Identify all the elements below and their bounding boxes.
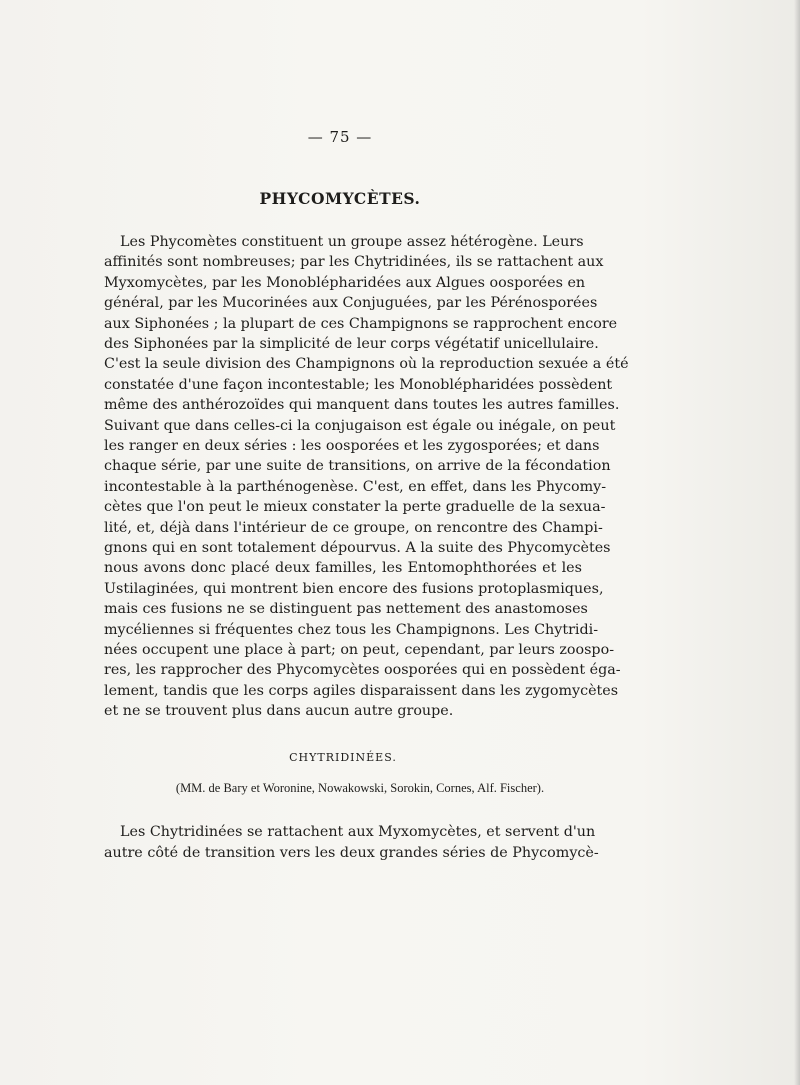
text-line: nous avons donc placé deux familles, les Entomophthorées et les <box>104 560 582 577</box>
text-line: Les Phycomètes constituent un groupe assez hétérogène. Leurs <box>120 234 584 250</box>
page-number: — 75 — <box>307 128 373 146</box>
text-line: les ranger en deux séries : les oosporées et les zygosporées; et dans <box>104 438 600 454</box>
text-line: Suivant que dans celles-ci la conjugaison est égale ou inégale, on peut <box>104 417 616 434</box>
text-line: et ne se trouvent plus dans aucun autre groupe. <box>104 703 454 720</box>
text-line: autre côté de transition vers les deux grandes séries de Phycomycè- <box>104 845 599 861</box>
text-line: mais ces fusions ne se distinguent pas nettement des anastomoses <box>104 601 588 618</box>
text-line: cètes que l'on peut le mieux constater la perte graduelle de la sexua- <box>104 499 606 516</box>
text-line: aux Siphonées ; la plupart de ces Champignons se rapprochent encore <box>104 315 618 332</box>
text-line: Les Chytridinées se rattachent aux Myxomycètes, et servent d'un <box>120 824 596 840</box>
section-title: PHYCOMYCÈTES. <box>259 189 421 208</box>
subsection-title: CHYTRIDINÉES. <box>289 751 397 764</box>
text-line: gnons qui en sont totalement dépourvus. A la suite des Phycomycètes <box>104 540 611 556</box>
text-line: affinités sont nombreuses; par les Chytridinées, ils se rattachent aux <box>104 254 604 271</box>
text-line: C'est la seule division des Champignons où la reproduction sexuée a été <box>104 356 629 373</box>
page-edge-shadow <box>794 0 800 1085</box>
text-line: res, les rapprocher des Phycomycètes oosporées qui en possèdent éga- <box>104 662 621 679</box>
authors-citation: (MM. de Bary et Woronine, Nowakowski, Sorokin, Cornes, Alf. Fischer). <box>175 781 545 795</box>
text-line: Ustilaginées, qui montrent bien encore des fusions protoplasmiques, <box>104 580 604 597</box>
text-line: nées occupent une place à part; on peut, cependant, par leurs zoospo- <box>104 642 615 658</box>
text-line: lité, et, déjà dans l'intérieur de ce groupe, on rencontre des Champi- <box>104 519 603 536</box>
text-line: général, par les Mucorinées aux Conjuguées, par les Pérénosporées <box>104 295 598 312</box>
text-line: lement, tandis que les corps agiles disparaissent dans les zygomycètes <box>104 682 619 699</box>
text-line: même des anthérozoïdes qui manquent dans toutes les autres familles. <box>104 397 620 414</box>
text-line: incontestable à la parthénogenèse. C'est, en effet, dans les Phycomy- <box>104 478 607 495</box>
text-line: constatée d'une façon incontestable; les Monoblépharidées possèdent <box>104 376 613 393</box>
text-line: mycéliennes si fréquentes chez tous les Champignons. Les Chytridi- <box>104 621 599 638</box>
text-line: des Siphonées par la simplicité de leur corps végétatif unicellulaire. <box>104 336 599 352</box>
text-line: chaque série, par une suite de transitions, on arrive de la fécondation <box>104 458 611 475</box>
text-line: Myxomycètes, par les Monoblépharidées aux Algues oosporées en <box>104 274 586 291</box>
